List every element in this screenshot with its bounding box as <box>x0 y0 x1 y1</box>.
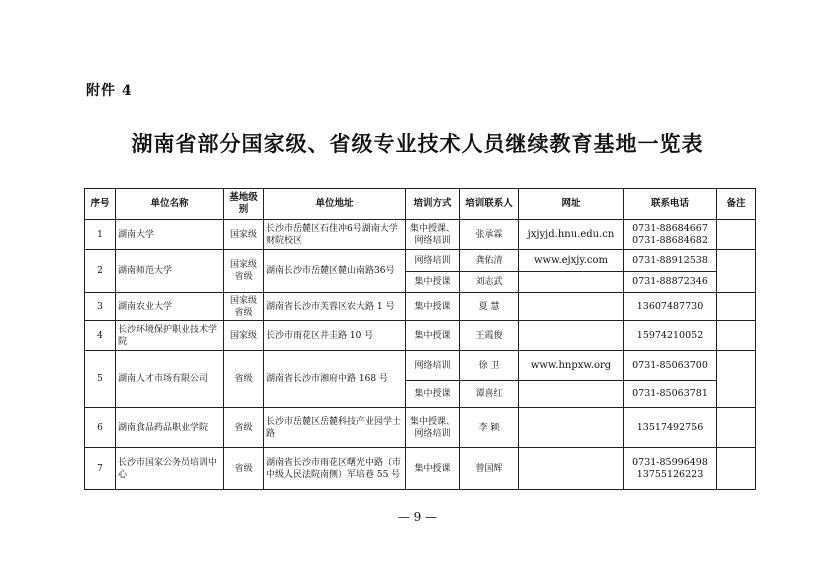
table-row <box>85 250 756 272</box>
table-row <box>85 408 756 448</box>
training-contact: 龚佑清 <box>460 250 519 272</box>
base-level: 国家级 <box>224 321 264 351</box>
header-name: 单位名称 <box>116 189 224 220</box>
remark-cell <box>717 448 756 490</box>
remark-cell <box>717 408 756 448</box>
phone-number: 13517492756 <box>624 408 717 448</box>
website-empty <box>519 272 624 293</box>
website-link[interactable]: jxjyjd.hnu.edu.cn <box>519 220 624 250</box>
unit-address: 湖南省长沙市雨花区曙光中路（市中级人民法院南侧）军培巷 55 号 <box>264 448 406 490</box>
base-level <box>224 250 264 293</box>
training-mode: 集中授课 <box>406 321 460 351</box>
phone-number: 13607487730 <box>624 293 717 321</box>
row-no: 5 <box>85 351 116 408</box>
training-mode: 集中授课、网络培训 <box>406 220 460 250</box>
unit-name: 长沙环境保护职业技术学院 <box>116 321 224 351</box>
page-number: — 9 — <box>397 510 438 524</box>
header-remark: 备注 <box>717 189 756 220</box>
training-contact: 夏 慧 <box>460 293 519 321</box>
table-row <box>85 351 756 381</box>
training-mode: 集中授课 <box>406 381 460 408</box>
training-contact: 李 颖 <box>460 408 519 448</box>
phone-number: 0731-85996498 <box>632 456 708 468</box>
attachment-label: 附件 4 <box>86 83 133 99</box>
unit-address: 长沙市岳麓区岳麓科技产业园学士路 <box>264 408 406 448</box>
remark-cell <box>717 293 756 321</box>
unit-name: 湖南食品药品职业学院 <box>116 408 224 448</box>
unit-name: 湖南人才市场有限公司 <box>116 351 224 408</box>
level-line: 国家级 <box>229 295 257 306</box>
row-no: 4 <box>85 321 116 351</box>
remark-cell <box>717 321 756 351</box>
phone-number: 0731-88912538 <box>624 250 717 272</box>
base-level: 省级 <box>224 351 264 408</box>
row-no: 7 <box>85 448 116 490</box>
phone-cell <box>624 448 717 490</box>
training-contact: 刘志武 <box>460 272 519 293</box>
header-row <box>85 189 756 220</box>
training-contact: 王霞俊 <box>460 321 519 351</box>
table-row <box>85 321 756 351</box>
base-list-table <box>84 188 756 490</box>
website-empty <box>519 381 624 408</box>
training-contact: 谭喜红 <box>460 381 519 408</box>
base-level: 省级 <box>224 448 264 490</box>
website-link[interactable]: www.hnpxw.org <box>519 351 624 381</box>
header-mode: 培训方式 <box>406 189 460 220</box>
website-empty <box>519 448 624 490</box>
training-contact: 曾国辉 <box>460 448 519 490</box>
header-no: 序号 <box>85 189 116 220</box>
row-no: 6 <box>85 408 116 448</box>
header-contact: 培训联系人 <box>460 189 519 220</box>
training-mode: 网络培训 <box>406 250 460 272</box>
header-address: 单位地址 <box>264 189 406 220</box>
phone-number: 15974210052 <box>624 321 717 351</box>
unit-name: 长沙市国家公务员培训中心 <box>116 448 224 490</box>
training-contact: 张承霖 <box>460 220 519 250</box>
base-level <box>224 293 264 321</box>
phone-number: 0731-85063700 <box>624 351 717 381</box>
base-level: 国家级 <box>224 220 264 250</box>
phone-number: 13755126223 <box>636 468 704 480</box>
header-phone: 联系电话 <box>624 189 717 220</box>
website-link[interactable]: www.ejxjy.com <box>519 250 624 272</box>
unit-address: 湖南长沙市岳麓区麓山南路36号 <box>264 250 406 293</box>
level-line: 省级 <box>234 272 253 282</box>
row-no: 2 <box>85 250 116 293</box>
remark-cell <box>717 220 756 250</box>
header-level: 基地级别 <box>224 189 264 220</box>
phone-number: 0731-88684667 <box>632 222 708 234</box>
unit-name: 湖南农业大学 <box>116 293 224 321</box>
row-no: 1 <box>85 220 116 250</box>
training-mode: 网络培训 <box>406 351 460 381</box>
phone-number: 0731-85063781 <box>624 381 717 408</box>
remark-cell <box>717 351 756 408</box>
row-no: 3 <box>85 293 116 321</box>
unit-name: 湖南师范大学 <box>116 250 224 293</box>
website-empty <box>519 293 624 321</box>
header-website: 网址 <box>519 189 624 220</box>
phone-number: 0731-88684682 <box>632 234 708 246</box>
level-line: 国家级 <box>229 260 257 270</box>
table-row <box>85 220 756 250</box>
level-line: 省级 <box>234 307 253 318</box>
page-title: 湖南省部分国家级、省级专业技术人员继续教育基地一览表 <box>131 131 704 156</box>
base-level: 省级 <box>224 408 264 448</box>
unit-name: 湖南大学 <box>116 220 224 250</box>
training-mode: 集中授课、网络培训 <box>406 408 460 448</box>
training-mode: 集中授课 <box>406 293 460 321</box>
unit-address: 湖南省长沙市湘府中路 168 号 <box>264 351 406 408</box>
table-row <box>85 293 756 321</box>
phone-cell <box>624 220 717 250</box>
remark-cell <box>717 250 756 293</box>
website-empty <box>519 408 624 448</box>
unit-address: 长沙市雨花区井圭路 10 号 <box>264 321 406 351</box>
table-row <box>85 448 756 490</box>
unit-address: 长沙市岳麓区石佳冲6号湖南大学财院校区 <box>264 220 406 250</box>
website-empty <box>519 321 624 351</box>
training-mode: 集中授课 <box>406 272 460 293</box>
phone-number: 0731-88872346 <box>624 272 717 293</box>
unit-address: 湖南省长沙市芙蓉区农大路 1 号 <box>264 293 406 321</box>
training-contact: 徐 卫 <box>460 351 519 381</box>
training-mode: 集中授课 <box>406 448 460 490</box>
